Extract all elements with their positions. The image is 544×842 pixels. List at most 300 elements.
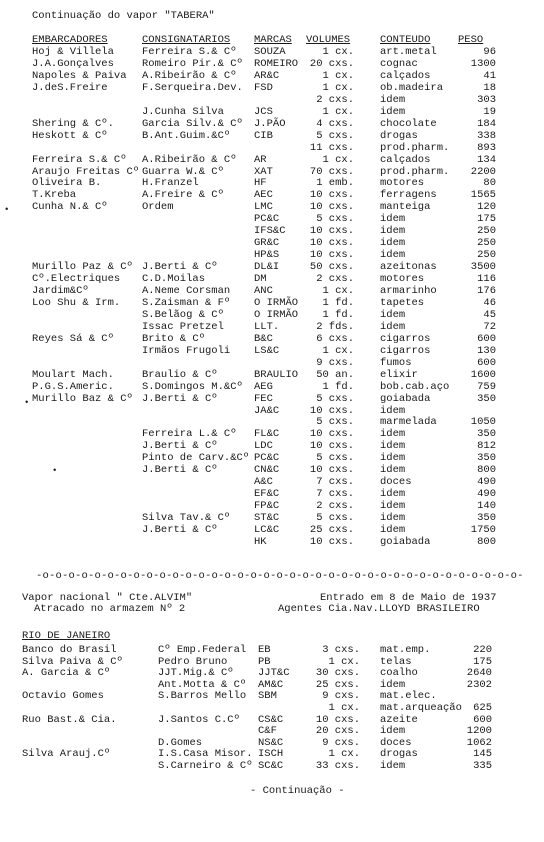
cell-mark: DM (254, 273, 267, 286)
cell-weight: 600 (477, 356, 496, 369)
cell-shipper: Napoles & Paiva (32, 69, 127, 82)
cell-weight: 80 (483, 177, 496, 190)
ship-name: Vapor nacional " Cte.ALVIM" (22, 592, 193, 604)
cell-shipper: Silva Arauj.Cº (22, 748, 111, 761)
cell-weight: 130 (477, 344, 496, 357)
cell-consignee: A.Ribeirão & Cº (142, 69, 237, 82)
cell-weight: 250 (477, 237, 496, 250)
cell-consignee: Issac Pretzel (142, 320, 224, 333)
table-row (0, 500, 544, 512)
cell-volume: 1 cx. (328, 655, 360, 668)
table-row (0, 690, 544, 702)
cell-contents: cognac (380, 57, 418, 70)
cell-consignee: Ordem (142, 201, 174, 214)
cell-contents: idem (380, 308, 406, 321)
cell-consignee: Ferreira L.& Cº (142, 428, 237, 441)
cell-weight: 1300 (470, 57, 496, 70)
margin-bullet: • (24, 398, 30, 408)
cell-mark: B&C (254, 332, 273, 345)
table-row (0, 273, 544, 285)
cell-mark: EF&C (254, 488, 280, 501)
cell-volume: 1 cx. (322, 285, 354, 297)
cell-mark: XAT (254, 165, 273, 178)
cell-consignee: A.Neme Corsman (142, 285, 231, 297)
cell-consignee: A.Freire & Cº (142, 189, 224, 202)
header-volumes: VOLUMES (306, 34, 351, 46)
cell-weight: 759 (477, 380, 496, 393)
cell-contents: motores (380, 177, 425, 190)
cell-volume: 1 cx. (322, 69, 354, 82)
cell-weight: 3500 (470, 261, 496, 274)
cell-contents: idem (380, 105, 406, 118)
cell-contents: idem (380, 404, 406, 417)
cell-volume: 1 cx. (328, 748, 360, 761)
cell-consignee: S.Domingos M.&Cº (142, 380, 243, 393)
table-row (0, 405, 544, 417)
cell-weight: 625 (473, 702, 492, 714)
ship-dock: Atracado no armazem Nº 2 (34, 603, 186, 615)
cell-volume: 7 cxs. (316, 476, 354, 489)
cell-mark: J.PÃO (254, 117, 286, 130)
table-header (0, 34, 544, 46)
table-row (0, 512, 544, 524)
cell-mark: PC&C (254, 213, 280, 226)
table-row (0, 702, 544, 714)
table-row (0, 70, 544, 82)
cell-weight: 250 (477, 225, 496, 238)
cell-contents: doces (380, 736, 412, 749)
cell-weight: 45 (483, 308, 496, 321)
cell-contents: calçados (380, 153, 431, 166)
cell-shipper: Cº.Electriques (32, 273, 121, 286)
table-row (0, 130, 544, 142)
cell-volume: 25 cxs. (315, 678, 360, 691)
cell-shipper: Murillo Paz & Cº (32, 261, 133, 274)
cell-contents: idem (380, 225, 406, 238)
cell-weight: 893 (477, 141, 496, 154)
table-row (0, 237, 544, 249)
table-row (0, 644, 544, 656)
margin-bullet: • (4, 205, 10, 215)
cell-shipper: Oliveira B. (32, 177, 102, 190)
cell-volume: 1 cx. (322, 46, 354, 58)
cell-volume: 5 cxs. (316, 416, 354, 429)
table-row (0, 524, 544, 536)
cell-mark: FL&C (254, 428, 280, 441)
cell-contents: idem (380, 678, 406, 691)
cell-volume: 50 an. (316, 368, 354, 381)
cell-contents: elixir (380, 368, 418, 381)
cell-mark: A&C (254, 476, 273, 489)
cell-volume: 10 cxs. (309, 428, 354, 441)
cell-volume: 5 cxs. (316, 452, 354, 465)
cell-volume: 5 cxs. (316, 129, 354, 142)
cell-volume: 1 emb. (316, 177, 354, 190)
cell-volume: 9 cxs. (322, 690, 360, 703)
cell-consignee: Pinto de Carv.&Cº (142, 452, 250, 465)
cell-contents: prod.pharm. (380, 141, 450, 154)
cell-contents: idem (380, 237, 406, 250)
cell-volume: 25 cxs. (309, 524, 354, 536)
section2-header (0, 630, 544, 642)
cell-weight: 303 (477, 93, 496, 106)
ship-agents: Agentes Cia.Nav.LLOYD BRASILEIRO (278, 603, 480, 615)
cell-volume: 10 cxs. (309, 535, 354, 548)
cell-weight: 175 (473, 655, 492, 668)
cell-volume: 2 cxs. (316, 93, 354, 106)
cell-mark: JCS (254, 105, 273, 118)
cell-volume: 2 cxs. (316, 500, 354, 513)
separator-line: -o-o-o-o-o-o-o-o-o-o-o-o-o-o-o-o-o-o-o-o-o-o-o-o-o-o-o-o-o-o-o-o-o-o-o-o-o- (36, 570, 524, 582)
cell-contents: calçados (380, 69, 431, 82)
cell-volume: 5 cxs. (316, 213, 354, 226)
cell-contents: tapetes (380, 296, 425, 309)
cell-mark: CN&C (254, 464, 280, 477)
cell-consignee: JJT.Mig.& Cº (158, 667, 234, 680)
cell-weight: 220 (473, 644, 492, 656)
table-row (0, 656, 544, 668)
cell-contents: idem (380, 452, 406, 465)
cell-shipper: Reyes Sá & Cº (32, 332, 114, 345)
cell-weight: 338 (477, 129, 496, 142)
cell-consignee: Brito & Cº (142, 332, 206, 345)
cell-contents: armarinho (380, 285, 437, 297)
cell-contents: idem (380, 500, 406, 513)
cell-shipper: Ferreira S.& Cº (32, 153, 127, 166)
cell-weight: 116 (477, 273, 496, 286)
cell-contents: mat.arqueação (380, 702, 462, 714)
cell-contents: coalho (380, 667, 418, 680)
cell-weight: 175 (477, 213, 496, 226)
cell-mark: PB (258, 655, 271, 668)
table-row (0, 714, 544, 726)
cell-shipper: Jardim&Cº (32, 285, 89, 297)
table-row (0, 760, 544, 772)
cell-consignee: J.Berti & Cº (142, 524, 218, 536)
cell-consignee: H.Franzel (142, 177, 199, 190)
cell-contents: mat.emp. (380, 644, 431, 656)
cell-consignee: Cº Emp.Federal (158, 644, 247, 656)
table-row (0, 213, 544, 225)
cell-mark: ISCH (258, 748, 284, 761)
cell-mark: PC&C (254, 452, 280, 465)
cell-weight: 2200 (470, 165, 496, 178)
cell-weight: 1750 (470, 524, 496, 536)
header-contents: CONTEUDO (380, 34, 431, 46)
header-marks: MARCAS (254, 34, 292, 46)
cell-mark: FP&C (254, 500, 280, 513)
cell-contents: bob.cab.aço (380, 380, 450, 393)
cell-volume: 2 cxs. (316, 273, 354, 286)
cell-volume: 1 fd. (322, 296, 354, 309)
cell-volume: 5 cxs. (316, 392, 354, 405)
cell-mark: O IRMÃO (254, 296, 299, 309)
cell-weight: 41 (483, 69, 496, 82)
cell-weight: 800 (477, 464, 496, 477)
cell-weight: 1600 (470, 368, 496, 381)
cell-consignee: Ant.Motta & Cº (158, 678, 247, 691)
cell-volume: 9 cxs. (316, 356, 354, 369)
cell-consignee: Silva Tav.& Cº (142, 512, 231, 525)
cell-shipper: J.A.Gonçalves (32, 57, 114, 70)
cell-shipper: Loo Shu & Irm. (32, 296, 121, 309)
table-row (0, 166, 544, 178)
table-row (0, 748, 544, 760)
cell-shipper: Moulart Mach. (32, 368, 114, 381)
table-row (0, 345, 544, 357)
table-row (0, 737, 544, 749)
table-row (0, 249, 544, 261)
cell-weight: 350 (477, 452, 496, 465)
table-row (0, 261, 544, 273)
cell-contents: ferragens (380, 189, 437, 202)
cell-consignee: Garcia Silv.& Cº (142, 117, 243, 130)
table-row (0, 225, 544, 237)
cell-volume: 4 cxs. (316, 117, 354, 130)
cell-volume: 20 cxs. (309, 57, 354, 70)
cell-mark: AR (254, 153, 267, 166)
cell-mark: AR&C (254, 69, 280, 82)
cell-mark: O IRMÃO (254, 308, 299, 321)
table-row (0, 58, 544, 70)
table-row (0, 321, 544, 333)
cell-mark: SOUZA (254, 46, 286, 58)
cell-contents: azeitonas (380, 261, 437, 274)
cell-contents: chocolate (380, 117, 437, 130)
cell-weight: 490 (477, 488, 496, 501)
cell-contents: idem (380, 428, 406, 441)
cell-weight: 812 (477, 440, 496, 453)
cell-mark: ST&C (254, 512, 280, 525)
section2-title: RIO DE JANEIRO (22, 630, 111, 642)
cell-contents: art.metal (380, 46, 437, 58)
cell-contents: idem (380, 512, 406, 525)
cell-shipper: Silva Paiva & Cº (22, 655, 123, 668)
header-consignees: CONSIGNATARIOS (142, 34, 231, 46)
cell-volume: 7 cxs. (316, 488, 354, 501)
table-row (0, 177, 544, 189)
cell-volume: 10 cxs. (309, 189, 354, 202)
cell-volume: 10 cxs. (309, 201, 354, 214)
cell-volume: 10 cxs. (309, 225, 354, 238)
cell-mark: CIB (254, 129, 273, 142)
cell-contents: prod.pharm. (380, 165, 450, 178)
cell-contents: mat.elec. (380, 690, 437, 703)
cell-mark: LMC (254, 201, 273, 214)
cell-weight: 120 (477, 201, 496, 214)
cell-consignee: I.S.Casa Misor. (158, 748, 253, 761)
cell-weight: 1565 (470, 189, 496, 202)
cell-weight: 140 (477, 500, 496, 513)
cell-shipper: Hoj & Villela (32, 46, 114, 58)
table-row (0, 154, 544, 166)
table-row (0, 416, 544, 428)
cell-weight: 350 (477, 512, 496, 525)
cell-mark: FEC (254, 392, 273, 405)
cell-contents: idem (380, 249, 406, 262)
margin-bullet: • (52, 466, 58, 476)
cell-shipper: Ruo Bast.& Cia. (22, 713, 117, 726)
cell-contents: motores (380, 273, 425, 286)
cell-consignee: C.D.Moilas (142, 273, 206, 286)
cell-weight: 72 (483, 320, 496, 333)
cell-consignee: Romeiro Pir.& Cº (142, 57, 243, 70)
cell-consignee: Guarra W.& Cº (142, 165, 224, 178)
cell-mark: BRAULIO (254, 368, 299, 381)
cell-contents: doces (380, 476, 412, 489)
table-row (0, 464, 544, 476)
cell-shipper: T.Kreba (32, 189, 77, 202)
cell-weight: 19 (483, 105, 496, 118)
cell-weight: 145 (473, 748, 492, 761)
cell-mark: GR&C (254, 237, 280, 250)
cell-contents: drogas (380, 748, 418, 761)
cell-consignee: S.Zaisman & Fº (142, 296, 231, 309)
cell-mark: AEG (254, 380, 273, 393)
cell-weight: 134 (477, 153, 496, 166)
cell-volume: 2 fds. (316, 320, 354, 333)
cell-weight: 2302 (466, 678, 492, 691)
cell-volume: 1 cx. (322, 153, 354, 166)
header-shippers: EMBARCADORES (32, 34, 108, 46)
cell-mark: ROMEIRO (254, 57, 299, 70)
cell-mark: LC&C (254, 524, 280, 536)
cell-mark: HK (254, 535, 267, 548)
table-row (0, 201, 544, 213)
cell-mark: ANC (254, 285, 273, 297)
cell-mark: LDC (254, 440, 273, 453)
cell-contents: cigarros (380, 344, 431, 357)
cell-mark: IFS&C (254, 225, 286, 238)
cell-consignee: J.Cunha Silva (142, 105, 224, 118)
cell-contents: idem (380, 725, 406, 738)
table-row (0, 118, 544, 130)
cell-mark: HF (254, 177, 267, 190)
cell-weight: 800 (477, 535, 496, 548)
cell-weight: 250 (477, 249, 496, 262)
cell-volume: 9 cxs. (322, 736, 360, 749)
cell-volume: 1 cx. (328, 702, 360, 714)
cell-consignee: J.Berti & Cº (142, 440, 218, 453)
table-row (0, 452, 544, 464)
cell-consignee: Ferreira S.& Cº (142, 46, 237, 58)
cell-contents: idem (380, 93, 406, 106)
cell-volume: 1 cx. (322, 105, 354, 118)
cell-weight: 490 (477, 476, 496, 489)
cell-weight: 176 (477, 285, 496, 297)
table-row (0, 476, 544, 488)
table-row (0, 679, 544, 691)
cell-volume: 5 cxs. (316, 512, 354, 525)
table-row (0, 667, 544, 679)
table-row (0, 82, 544, 94)
table-row (0, 488, 544, 500)
table-row (0, 381, 544, 393)
cell-weight: 350 (477, 392, 496, 405)
cell-volume: 1 fd. (322, 380, 354, 393)
cell-consignee: Braulio & Cº (142, 368, 218, 381)
cell-consignee: B.Ant.Guim.&Cº (142, 129, 231, 142)
cell-consignee: J.Berti & Cº (142, 392, 218, 405)
cell-volume: 20 cxs. (315, 725, 360, 738)
cell-contents: telas (380, 655, 412, 668)
cell-mark: EB (258, 644, 271, 656)
cell-volume: 10 cxs. (309, 249, 354, 262)
table-row (0, 357, 544, 369)
cell-consignee: S.Belãog & Cº (142, 308, 224, 321)
cell-weight: 1200 (466, 725, 492, 738)
cell-mark: SC&C (258, 760, 284, 772)
cell-mark: LS&C (254, 344, 280, 357)
cell-shipper: P.G.S.Americ. (32, 380, 114, 393)
cell-volume: 33 cxs. (315, 760, 360, 772)
cell-weight: 1062 (466, 736, 492, 749)
cell-mark: C&F (258, 725, 277, 738)
cell-shipper: Heskott & Cº (32, 129, 108, 142)
cell-consignee: A.Ribeirão & Cº (142, 153, 237, 166)
cell-contents: manteiga (380, 201, 431, 214)
cell-consignee: J.Santos C.Cº (158, 713, 240, 726)
cell-volume: 1 cx. (322, 344, 354, 357)
table-row (0, 94, 544, 106)
cell-volume: 1 cx. (322, 81, 354, 94)
cell-mark: AEC (254, 189, 273, 202)
cell-weight: 96 (483, 46, 496, 58)
cell-mark: HP&S (254, 249, 280, 262)
cell-volume: 10 cxs. (309, 440, 354, 453)
header-weight: PESO (458, 34, 484, 46)
cell-consignee: S.Carneiro & Cº (158, 760, 253, 772)
cell-contents: idem (380, 320, 406, 333)
cell-shipper: Murillo Baz & Cº (32, 392, 133, 405)
cell-contents: idem (380, 440, 406, 453)
footer-continuation: - Continuação - (250, 785, 345, 797)
cell-shipper: A. Garcia & Cº (22, 667, 111, 680)
cell-weight: 600 (477, 332, 496, 345)
cell-mark: CS&C (258, 713, 284, 726)
table-row (0, 428, 544, 440)
table-row (0, 369, 544, 381)
cell-mark: NS&C (258, 736, 284, 749)
cell-shipper: J.deS.Freire (32, 81, 108, 94)
cell-mark: LLT. (254, 320, 280, 333)
cell-contents: idem (380, 524, 406, 536)
cell-shipper: Octavio Gomes (22, 690, 104, 703)
cell-volume: 10 cxs. (315, 713, 360, 726)
cell-shipper: Banco do Brasil (22, 644, 117, 656)
cell-volume: 70 cxs. (309, 165, 354, 178)
table-row (0, 46, 544, 58)
cell-volume: 1 fd. (322, 308, 354, 321)
cell-volume: 11 cxs. (309, 141, 354, 154)
cell-weight: 335 (473, 760, 492, 772)
table-row (0, 333, 544, 345)
cell-volume: 6 cxs. (316, 332, 354, 345)
cell-shipper: Cunha N.& Cº (32, 201, 108, 214)
cell-contents: idem (380, 760, 406, 772)
cell-volume: 50 cxs. (309, 261, 354, 274)
cell-contents: cigarros (380, 332, 431, 345)
cell-consignee: F.Serqueira.Dev. (142, 81, 243, 94)
table-row (0, 309, 544, 321)
cell-contents: fumos (380, 356, 412, 369)
table-row (0, 393, 544, 405)
cell-mark: JA&C (254, 404, 280, 417)
cell-mark: SBM (258, 690, 277, 703)
cell-contents: marmelada (380, 416, 437, 429)
document-title: Continuação do vapor "TABERA" (32, 10, 215, 22)
cell-contents: goiabada (380, 392, 431, 405)
